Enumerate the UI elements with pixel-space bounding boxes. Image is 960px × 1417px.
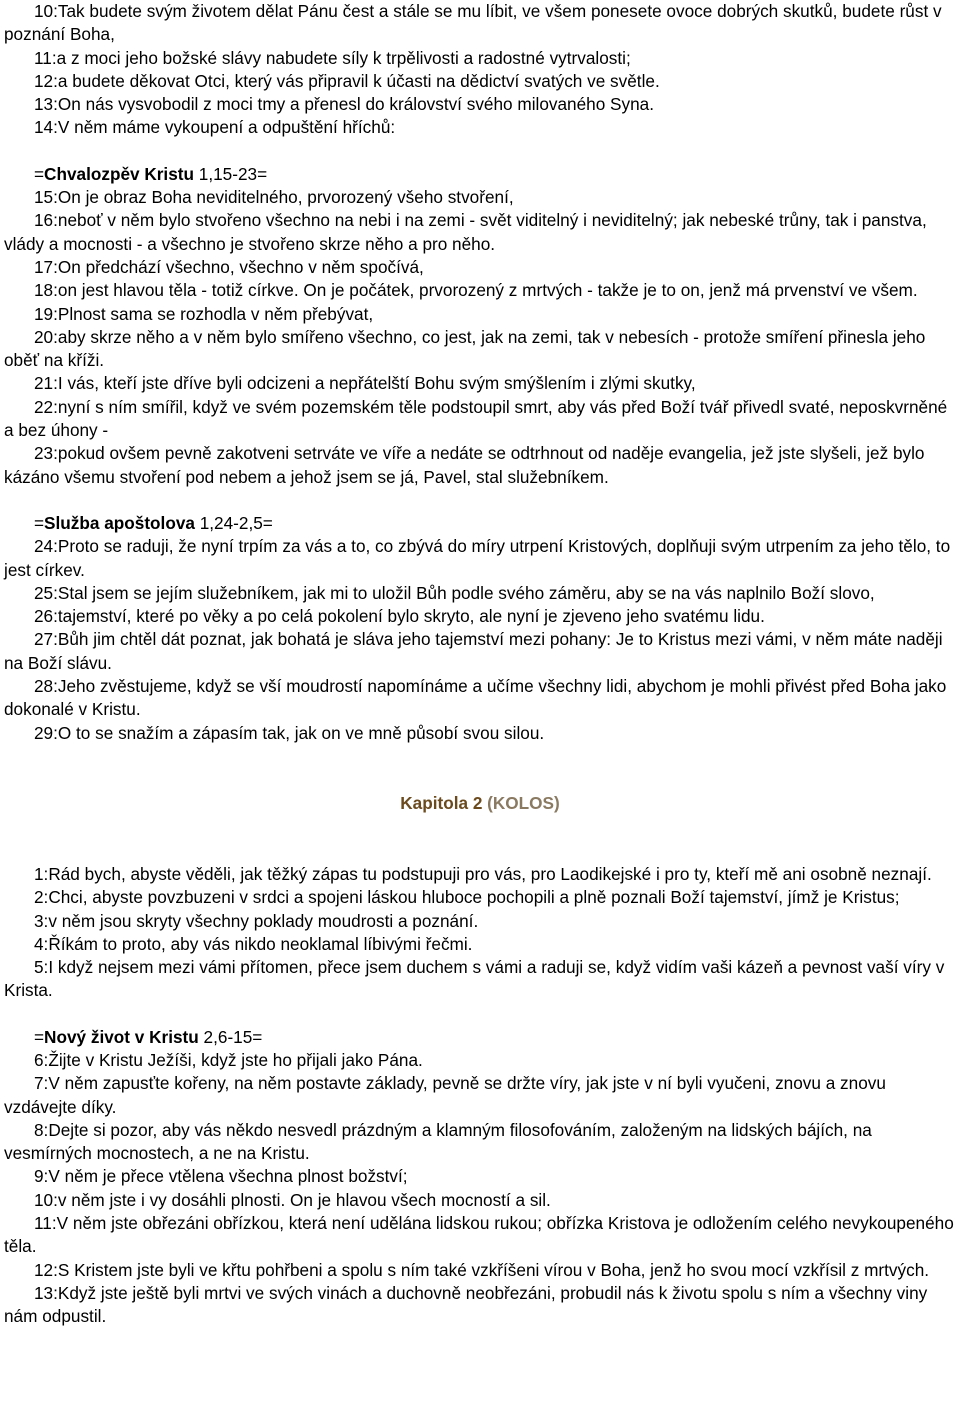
section-3-verses (4, 1049, 956, 1329)
section-title: Služba apoštolova (44, 512, 195, 533)
verse: 13:On nás vysvobodil z moci tmy a přenesl do království svého milovaného Syna. (34, 94, 655, 115)
verse: 22:nyní s ním smířil, když ve svém pozemském těle podstoupil smrt, aby vás před Boží tvář přivedl svaté, neposkvrněné a bez úhony - (4, 396, 948, 441)
chapter-heading (4, 745, 956, 863)
verse: 11:V něm jste obřezáni obřízkou, která není udělána lidskou rukou; obřízka Kristova je odložením celého nevykoupeného těla. (4, 1213, 954, 1257)
verse: 10:v něm jste i vy dosáhli plnosti. On je hlavou všech mocností a sil. (34, 1189, 551, 1210)
verse: 17:On předchází všechno, všechno v něm spočívá, (34, 256, 424, 277)
intro-verses (4, 0, 956, 140)
verse: 28:Jeho zvěstujeme, když se vší moudrostí napomínáme a učíme všechny lidi, abychom je mohli přivést před Boha jako dokonalé v Kristu. (4, 676, 947, 720)
verse: 21:I vás, kteří jste dříve byli odcizeni a nepřátelští Bohu svým smýšlením i zlými skutky, (34, 373, 696, 394)
verse: 12:a budete děkovat Otci, který vás připravil k účasti na dědictví svatých ve světle. (34, 70, 660, 91)
verse: 2:Chci, abyste povzbuzeni v srdci a spojeni láskou hluboce pochopili a plně poznali Boží tajemství, jímž je Kristus; (34, 887, 900, 908)
chapter-book: (KOLOS) (487, 792, 560, 813)
section-ref: 1,24-2,5= (194, 512, 273, 533)
section-title: Chvalozpěv Kristu (44, 163, 194, 184)
verse: 12:S Kristem jste byli ve křtu pohřbeni a spolu s ním také vzkříšeni vírou v Boha, jenž ho svou mocí vzkřísil z mrtvých. (34, 1259, 930, 1280)
section-heading-1 (4, 163, 956, 186)
verse: 15:On je obraz Boha neviditelného, prvorozený všeho stvoření, (34, 187, 514, 208)
verse: 18:on jest hlavou těla - totiž církve. On je počátek, prvorozený z mrtvých - takže je to on, jenž má prvenství ve všem. (34, 280, 918, 301)
verse: 19:Plnost sama se rozhodla v něm přebývat, (34, 303, 374, 324)
verse: 6:Žijte v Kristu Ježíši, když jste ho přijali jako Pána. (34, 1049, 423, 1070)
verse: 4:Říkám to proto, aby vás nikdo neoklamal líbivými řečmi. (34, 933, 473, 954)
section-2-verses (4, 535, 956, 745)
section-heading-3 (4, 1026, 956, 1049)
section-title: Nový život v Kristu (44, 1026, 199, 1047)
chapter-2-verses (4, 863, 956, 1003)
heading-prefix: = (34, 163, 45, 184)
verse: 20:aby skrze něho a v něm bylo smířeno všechno, co jest, jak na zemi, tak v nebesích - protože smíření přinesla jeho oběť na kříži. (4, 326, 926, 371)
verse: 7:V něm zapusťte kořeny, na něm postavte základy, pevně se držte víry, jak jste v ní byli vyučeni, znovu a znovu vzdávejte díky. (4, 1073, 886, 1117)
verse: 24:Proto se raduji, že nyní trpím za vás a to, co zbývá do míry utrpení Kristových, doplňuji svým utrpením za jeho tělo, to jest církev. (4, 536, 951, 580)
verse: 14:V něm máme vykoupení a odpuštění hříchů: (34, 117, 396, 138)
verse: 27:Bůh jim chtěl dát poznat, jak bohatá je sláva jeho tajemství mezi pohany: Je to Kristus mezi vámi, v něm máte naději na Boží slávu. (4, 629, 943, 673)
section-1-verses (4, 186, 956, 489)
heading-prefix: = (34, 1026, 45, 1047)
verse: 16:neboť v něm bylo stvořeno všechno na nebi i na zemi - svět viditelný i neviditelný; jak nebeské trůny, tak i panstva, vlády a mocnosti - a všechno je stvořeno skrze něho a pro něho. (4, 210, 927, 254)
verse: 9:V něm je přece vtělena všechna plnost božství; (34, 1166, 408, 1187)
verse: 25:Stal jsem se jejím služebníkem, jak mi to uložil Bůh podle svého záměru, aby se na vás naplnilo Boží slovo, (34, 582, 875, 603)
section-ref: 1,15-23= (194, 163, 268, 184)
section-ref: 2,6-15= (198, 1026, 263, 1047)
verse: 29:O to se snažím a zápasím tak, jak on ve mně působí svou silou. (34, 722, 545, 743)
verse: 26:tajemství, které po věky a po celá pokolení bylo skryto, ale nyní je zjeveno jeho svatému lidu. (34, 606, 765, 627)
verse: 23:pokud ovšem pevně zakotveni setrváte ve víře a nedáte se odtrhnout od naděje evangelia, jež jste slyšeli, jež bylo kázáno všemu stvoření pod nebem a jehož jsem se já, Pavel, stal služebníkem. (4, 443, 925, 487)
verse: 3:v něm jsou skryty všechny poklady moudrosti a poznání. (34, 910, 479, 931)
section-heading-2 (4, 512, 956, 535)
verse: 10:Tak budete svým životem dělat Pánu čest a stále se mu líbit, ve všem ponesete ovoce dobrých skutků, budete růst v poznání Boha, (4, 1, 942, 45)
verse: 11:a z moci jeho božské slávy nabudete síly k trpělivosti a radostné vytrvalosti; (34, 47, 631, 68)
verse: 13:Když jste ještě byli mrtvi ve svých vinách a duchovně neobřezáni, probudil nás k životu spolu s ním a všechny viny nám odpustil. (4, 1282, 928, 1327)
chapter-label: Kapitola 2 (400, 792, 483, 813)
verse: 8:Dejte si pozor, aby vás někdo nesvedl prázdným a klamným filosofováním, založeným na lidských bájích, na vesmírných mocnostech, a ne na Kristu. (4, 1119, 872, 1164)
verse: 1:Rád bych, abyste věděli, jak těžký zápas tu podstupuji pro vás, pro Laodikejské i pro ty, kteří mě ani osobně neznají. (34, 863, 932, 884)
verse: 5:I když nejsem mezi vámi přítomen, přece jsem duchem s vámi a raduji se, když vidím vaši kázeň a pevnost vaší víry v Krista. (4, 957, 945, 1001)
heading-prefix: = (34, 512, 45, 533)
